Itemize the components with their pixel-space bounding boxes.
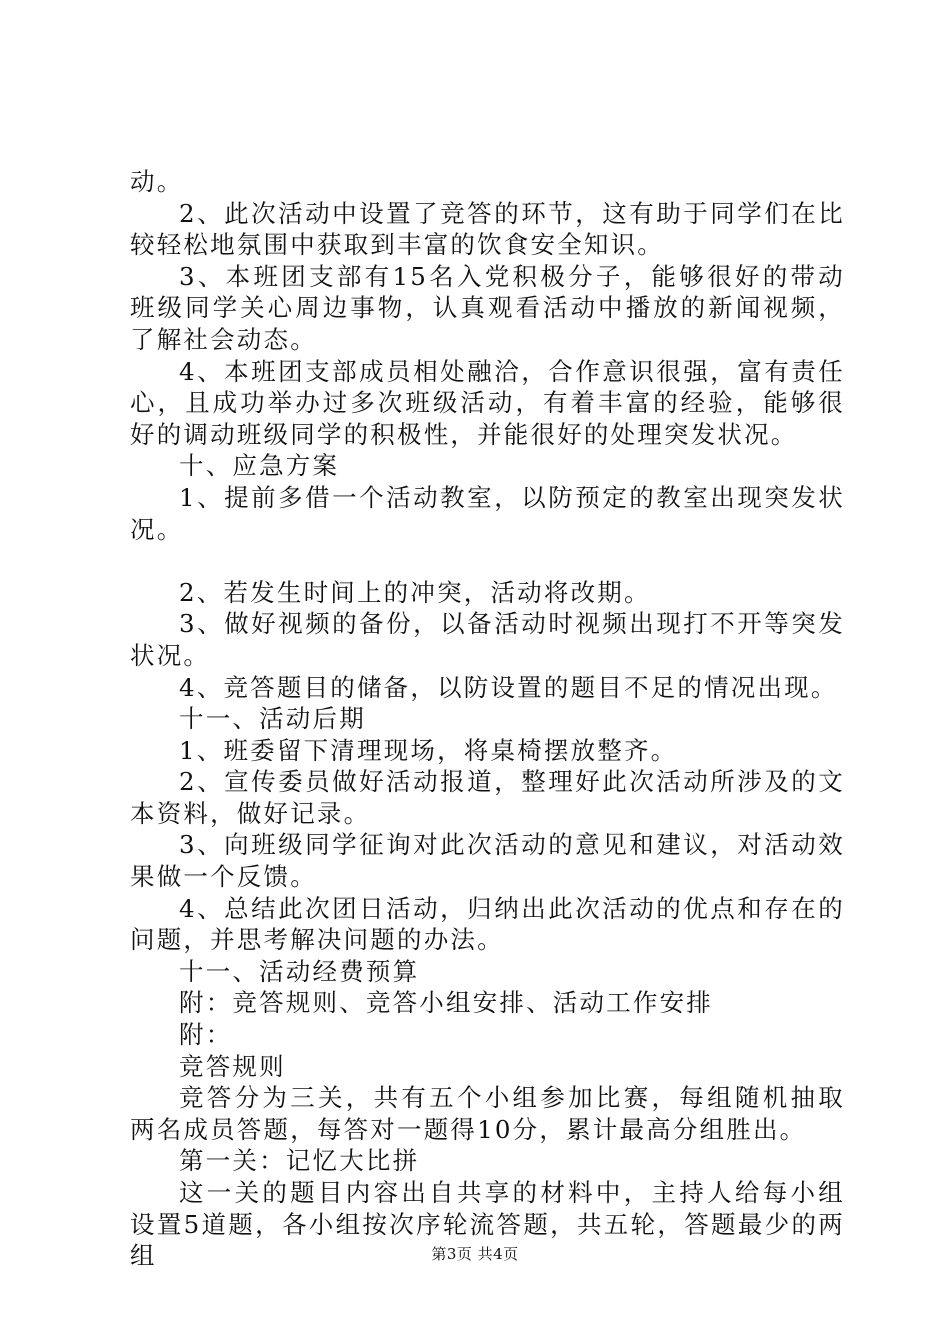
section-heading: 十一、活动经费预算: [179, 956, 420, 986]
document-body: [130, 166, 845, 1272]
paragraph: 2、此次活动中设置了竞答的环节，这有助于同学们在比较轻松地氛围中获取到丰富的饮食安全知识。: [130, 198, 845, 260]
paragraph: 4、本班团支部成员相处融洽，合作意识很强，富有责任心，且成功举办过多次班级活动，有着丰富的经验，能够很好的调动班级同学的积极性，并能很好的处理突发状况。: [130, 356, 845, 449]
paragraph: 2、宣传委员做好活动报道，整理好此次活动所涉及的文本资料，做好记录。: [130, 767, 845, 828]
paragraph: 4、总结此次团日活动，归纳出此次活动的优点和存在的问题，并思考解决问题的办法。: [130, 893, 845, 955]
section-heading: 第一关：记忆大比拼: [179, 1146, 420, 1176]
blank-line: [130, 545, 845, 577]
paragraph: 附：竞答规则、竞答小组安排、活动工作安排: [179, 988, 713, 1018]
paragraph: 竞答分为三关，共有五个小组参加比赛，每组随机抽取两名成员答题，每答对一题得10分，累计最高分组胜出。: [130, 1083, 845, 1144]
paragraph: 1、班委留下清理现场，将桌椅摆放整齐。: [179, 735, 678, 765]
section-heading: 十一、活动后期: [179, 704, 366, 734]
paragraph: 3、本班团支部有15名入党积极分子，能够很好的带动班级同学关心周边事物，认真观看活动中播放的新闻视频，了解社会动态。: [130, 261, 845, 354]
paragraph: 4、竞答题目的储备，以防设置的题目不足的情况出现。: [179, 672, 838, 702]
paragraph: 3、向班级同学征询对此次活动的意见和建议，对活动效果做一个反馈。: [130, 830, 845, 892]
paragraph: 这一关的题目内容出自共享的材料中，主持人给每小组设置5道题，各小组按次序轮流答题，共五轮，答题最少的两组: [130, 1178, 845, 1271]
section-heading: 竞答规则: [179, 1051, 286, 1081]
paragraph: 3、做好视频的备份，以备活动时视频出现打不开等突发状况。: [130, 609, 845, 670]
paragraph: 1、提前多借一个活动教室，以防预定的教室出现突发状况。: [130, 482, 845, 544]
paragraph: 2、若发生时间上的冲突，活动将改期。: [179, 577, 651, 607]
paragraph: 动。: [130, 167, 184, 196]
section-heading: 十、应急方案: [179, 451, 340, 481]
page-footer: 第3页 共4页: [431, 1245, 519, 1263]
paragraph: 附：: [179, 1020, 233, 1050]
